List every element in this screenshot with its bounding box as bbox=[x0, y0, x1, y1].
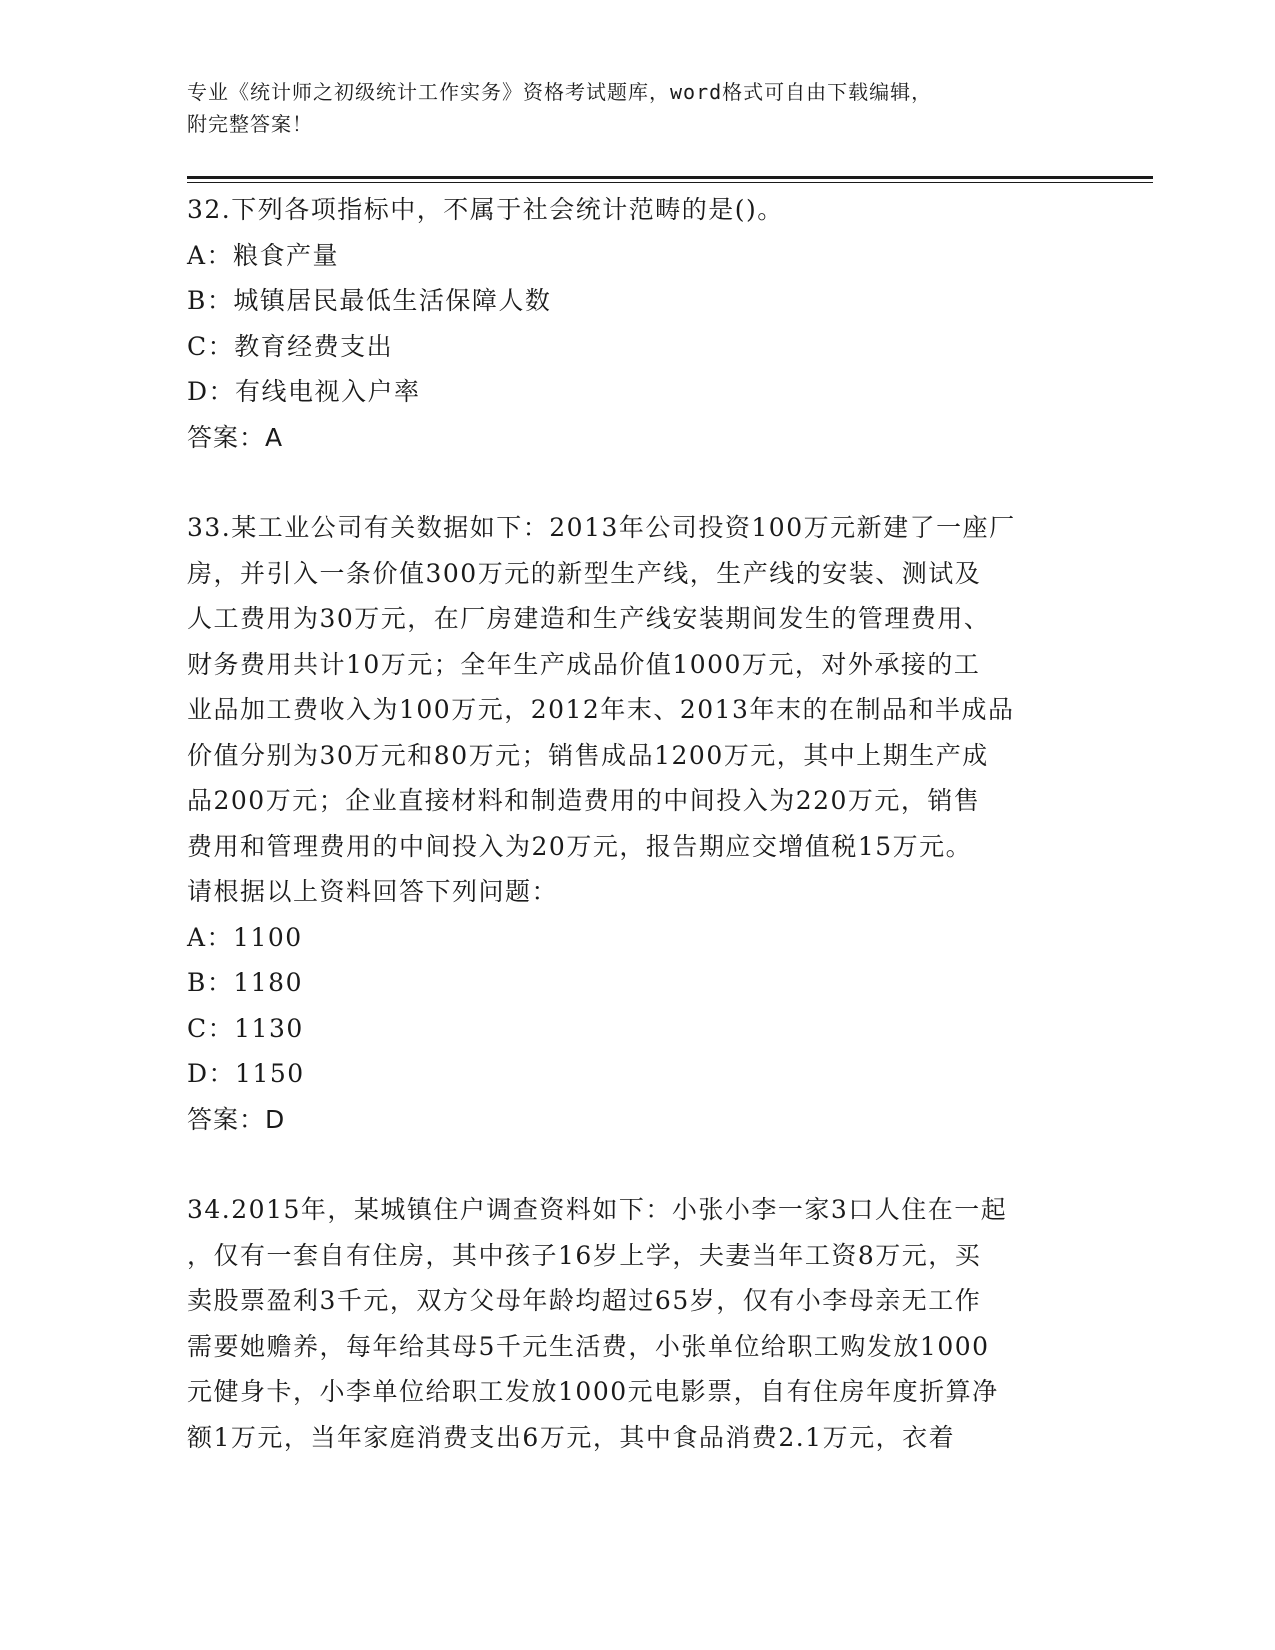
question-stem-line: 元健身卡，小李单位给职工发放1000元电影票，自有住房年度折算净 bbox=[187, 1377, 999, 1406]
question-stem-line: 卖股票盈利3千元，双方父母年龄均超过65岁，仅有小李母亲无工作 bbox=[187, 1286, 982, 1315]
question-spacer bbox=[187, 1142, 1087, 1187]
option-b: B：城镇居民最低生活保障人数 bbox=[187, 286, 552, 315]
answer-line: 答案：D bbox=[187, 1104, 286, 1134]
question-stem-line: 费用和管理费用的中间投入为20万元，报告期应交增值税15万元。 bbox=[187, 831, 973, 861]
question-spacer bbox=[187, 460, 1087, 505]
question-block-32 bbox=[187, 187, 1087, 460]
header-line-1: 专业《统计师之初级统计工作实务》资格考试题库，word格式可自由下载编辑， bbox=[187, 80, 933, 104]
question-stem-line: 需要她赡养，每年给其母5千元生活费，小张单位给职工购发放1000 bbox=[187, 1331, 990, 1361]
option-d: D：1150 bbox=[187, 1059, 305, 1088]
question-stem-line: 业品加工费收入为100万元，2012年末、2013年末的在制品和半成品 bbox=[187, 695, 1015, 724]
question-stem-line: 价值分别为30万元和80万元；销售成品1200万元，其中上期生产成 bbox=[187, 740, 989, 770]
option-c: C：教育经费支出 bbox=[187, 331, 394, 361]
question-stem-line: 请根据以上资料回答下列问题： bbox=[187, 877, 559, 906]
question-stem-line: 34.2015年，某城镇住户调查资料如下：小张小李一家3口人住在一起 bbox=[187, 1195, 1008, 1224]
question-block-33 bbox=[187, 505, 1087, 1142]
option-a: A：粮食产量 bbox=[187, 240, 340, 270]
question-list bbox=[187, 187, 1087, 1460]
question-stem-line: 33.某工业公司有关数据如下：2013年公司投资100万元新建了一座厂 bbox=[187, 513, 1016, 542]
header-divider-thin bbox=[187, 182, 1153, 183]
option-c: C：1130 bbox=[187, 1013, 304, 1043]
question-block-34 bbox=[187, 1187, 1087, 1460]
question-stem-line: 品200万元；企业直接材料和制造费用的中间投入为220万元，销售 bbox=[187, 786, 981, 815]
header-divider-thick bbox=[187, 176, 1153, 179]
header-line-2: 附完整答案！ bbox=[187, 112, 313, 136]
question-stem-line: 额1万元，当年家庭消费支出6万元，其中食品消费2.1万元，衣着 bbox=[187, 1422, 956, 1452]
question-stem-line: 财务费用共计10万元；全年生产成品价值1000万元，对外承接的工 bbox=[187, 649, 981, 679]
question-stem-line: 32.下列各项指标中，不属于社会统计范畴的是()。 bbox=[187, 195, 784, 224]
question-stem-line: 房，并引入一条价值300万元的新型生产线，生产线的安装、测试及 bbox=[187, 558, 982, 588]
question-stem-line: ，仅有一套自有住房，其中孩子16岁上学，夫妻当年工资8万元，买 bbox=[187, 1240, 982, 1270]
answer-line: 答案：A bbox=[187, 422, 284, 452]
document-header bbox=[187, 76, 1067, 140]
question-stem-line: 人工费用为30万元，在厂房建造和生产线安装期间发生的管理费用、 bbox=[187, 604, 991, 633]
option-a: A：1100 bbox=[187, 922, 303, 952]
option-b: B：1180 bbox=[187, 968, 303, 997]
option-d: D：有线电视入户率 bbox=[187, 377, 421, 406]
